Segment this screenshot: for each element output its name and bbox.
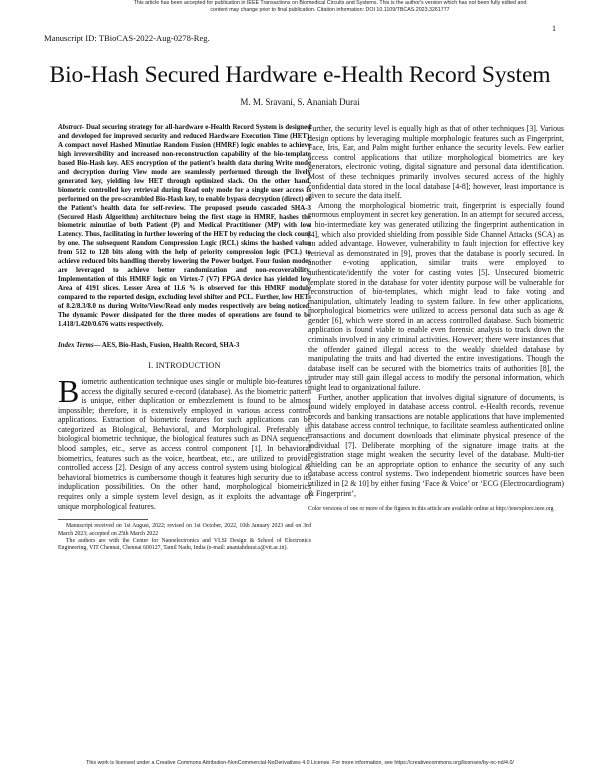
right-paragraph-3: Further, another application that involves digital signature of documents, is found widely employed in database access control. e-Health records, revenue records and banking transactions are notable applications that have implemented this database access control technique, to facilitate seamless authenticated online transactions and document downloads that eliminate physical presence of the individual [7]. Deliberate morphing of the signature image traits at the registration stage might weaken the security level of the database. Multi-tier shielding can be an appropriate option to enhance the security of any such database access control systems. Two independent biometric sources have been utilized in [2 & 10] by either fusing ‘Face & Voice’ or ‘ECG (Electrocardiogram) & Fingerprint’, [308, 392, 564, 498]
page-number: 1 [552, 24, 556, 33]
section-heading-introduction: I. INTRODUCTION [148, 360, 221, 370]
left-column [58, 124, 311, 552]
notice-line-1: This article has been accepted for publication in IEEE Transactions on Biomedical Circuits and Systems. This is the author's version which has not been fully edited and [133, 0, 527, 6]
manuscript-id: Manuscript ID: TBioCAS-2022-Aug-0278-Reg. [44, 33, 210, 43]
right-paragraph-1: Further, the security level is equally high as that of other techniques [3]. Various design options by leveraging multiple morphologic features such as Fingerprint, Face, Iris, Ear, and Palm might further enhance the security levels. Few earlier access control applications that utilize morphological biometrics are key generators, electronic voting, digital signature and personal data identification. Most of these techniques primarily involves secured access of the highly confidential data stored in the local database [4-8]; however, least importance is given to secure the data itself. [308, 124, 564, 201]
paper-authors: M. M. Sravani, S. Ananiah Durai [240, 97, 360, 107]
drop-cap: B [58, 372, 80, 409]
intro-paragraph-1 [58, 372, 311, 511]
footnote-affiliation: The authors are with the Center for Nanoelectronics and VLSI Design & School of Electronics Engineering, VIT Chennai, Chennai 600127, Tamil Nadu, India (e-mail: ananiahdurai.s@vit.ac.in). [58, 537, 311, 552]
publication-notice [80, 0, 580, 14]
index-terms [58, 341, 311, 350]
abstract-label: Abstract- [58, 124, 85, 131]
license-footer: This work is licensed under a Creative Commons Attribution-NonCommercial-NoDerivatives 4.0 License. For more information, see https://creativecommons.org/licenses/by-nc-nd/4.0/ [86, 760, 514, 766]
abstract-text: Dual securing strategy for all-hardware e-Health Record System is designed and developed for improved security and reduced Hardware Execution Time (HET). A compact novel Hashed Minutiae Random Fusion (HMRF) logic enables to achieve high irreversibility and increased non-reconstruction capability of the bio-template based Bio-Hash key. AES encryption of the patient’s health data during Write mode and decryption during View mode are seamlessly performed through the lively generated key, yielding low HET through optimized slack. On the other hand, biometric controlled key retrieval during Read only mode for a single user access is performed on the pre-scrambled Bio-Hash key, to enable bypass decryption (direct) of the Patient’s health data for self-review. The proposed pseudo cascaded SHA-3 (Secured Hash Algorithm) architecture being the first stage in HMRF, hashes the biometric minutiae of both Patient (P) and Medical Practitioner (MP) with low Latency. Thus, facilitating in further lowering of the HET by reducing the clock count by one. The subsequent Random Compression Logic (RCL) skims the hashed value from 512 to 128 bits along with the help of priority compression logic (PCL) to achieve reduced bits handling thereby lowering the Power budget. Four fusion modes are leveraged to achieve better randomization and non-recoverability. Implementation of this HMRF logic on Virtex-7 (V7) FPGA device has yielded low Area of 4191 slices. Lesser Area of 11.6 % is observed for this HMRF module compared to the reported design, excluding level shifter and PCL. Further, low HETs of 8.2/8.3/8.0 ns during Write/View/Read only modes respectively are being noticed. The dynamic Power dissipated for the three modes of operations are found to be 1.418/1.420/0.676 watts respectively. [58, 124, 311, 328]
intro-paragraph-1-text: iometric authentication technique uses single or multiple bio-features to access the digitally secured e-record (database). As the biometric pattern is unique, either duplication or embezzlement is found to be almost impossible; therefore, it is extensively employed in various access control applications. Extraction of biometric features for such applications can be categorized as Biological, Behavioral, and Morphological. Preferably in biological biometric technique, the biological features such as DNA sequence, blood samples, etc., serve as access control component [1]. In behavioral biometrics, features such as the voice, heartbeat, etc., are utilized to provide controlled access [2]. Design of any access control system using biological & behavioral biometrics is cumbersome though it features high security due to its induplication possibilities. On the other hand, morphological biometrics requires only a simple system level design, as it exploits the advantage of unique morphological features. [58, 376, 311, 511]
index-terms-text: — AES, Bio-Hash, Fusion, Health Record, SHA-3 [93, 341, 240, 349]
paper-title: Bio-Hash Secured Hardware e-Health Record System [49, 62, 551, 88]
index-terms-label: Index Terms [58, 341, 94, 349]
color-figures-note: Color versions of one or more of the figures in this article are available online at http://ieeexplore.ieee.org [308, 506, 554, 513]
right-column [308, 124, 564, 513]
abstract [58, 124, 311, 330]
right-paragraph-2: Among the morphological biometric trait, fingerprint is especially found enormous employment in secret key generation. In an attempt for secured access, a bio-intermediate key was generated utilizing the fingerprint authentication in [4], which also provided shielding from possible Side Channel Attacks (SCA) as an added advantage. However, vulnerability to fault injection for effective key retrieval as demonstrated in [9], proves that the database is poorly secured. In another e-voting application, similar traits were employed to authenticate/identify the voter for casting votes [5]. Unsecured biometric template stored in the database for voter identity purpose will be vulnerable for reconstruction of bio-templates, which might lead to fake voting and manipulation, ultimately leading to system failure. In few other applications, morphological biometrics were utilized to access personal data such as age & gender [6], which were stored in an access controlled database. Such biometric application is found viable to enable even forensic analysis to track down the criminals involved in any criminal activities. However; there were instances that the offender gained illegal access to the weakly shielded database by manipulating the traits and had diverted the entire investigations. Though the database itself can be secured with the biometrics traits of authorities [8], the intruder may still gain illegal access to modify the personal information, which might lead to organizational failure. [308, 200, 564, 393]
notice-line-2: content may change prior to final publication. Citation information: DOI 10.1109/TBCAS.2023.3261777 [210, 7, 450, 13]
footnote-rule [58, 519, 148, 520]
footnote-received: Manuscript received on 1st August, 2022; revised on 1st October, 2022, 10th January 2023 and on 3rd March 2023; accepted on 25th March 2022 [58, 523, 311, 537]
